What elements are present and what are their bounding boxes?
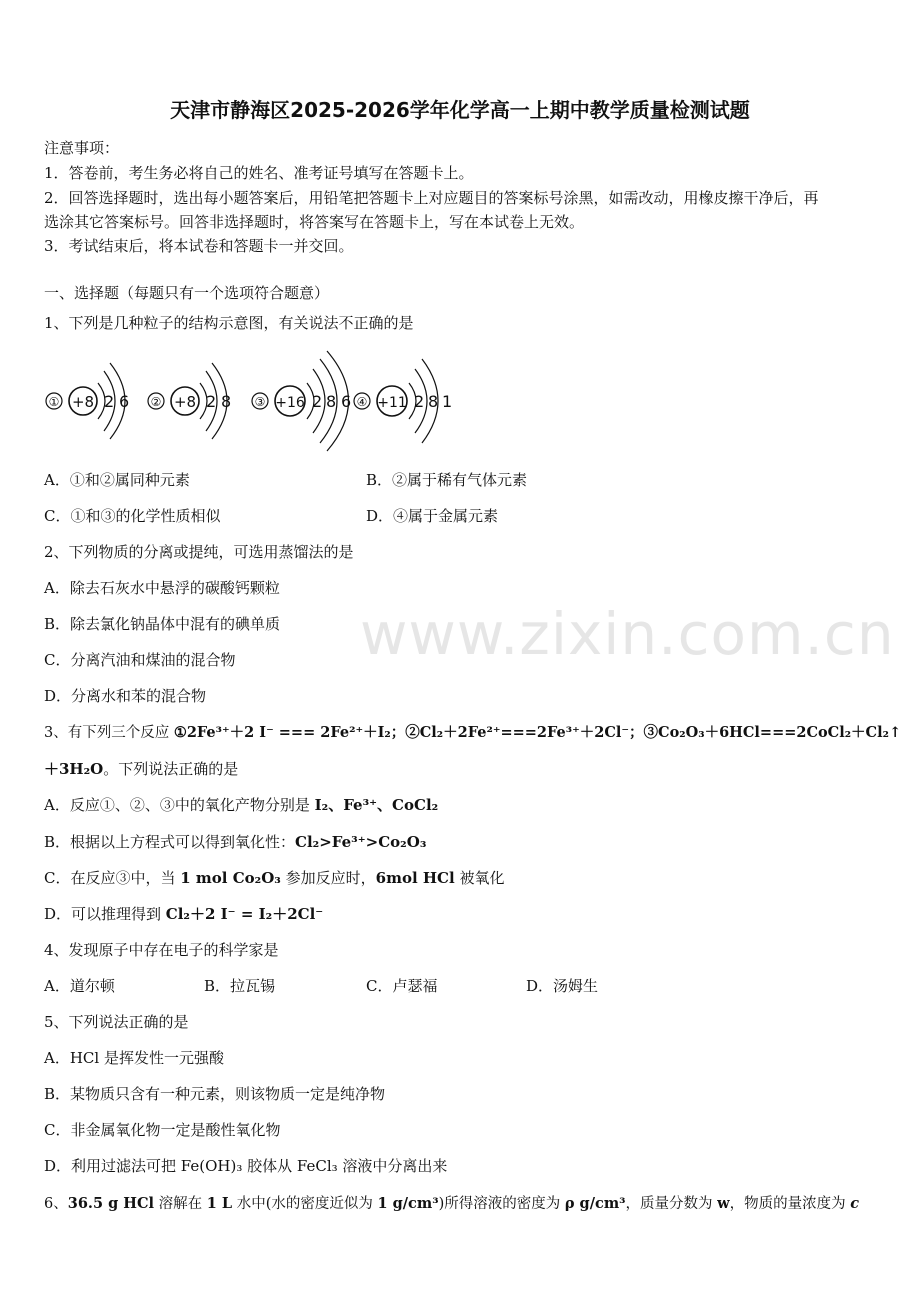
q3-option-d xyxy=(44,904,323,924)
q5-option-b: B．某物质只含有一种元素，则该物质一定是纯净物 xyxy=(44,1085,386,1103)
q1-option-c: C．①和③的化学性质相似 xyxy=(44,507,221,525)
q1-option-d: D．④属于金属元素 xyxy=(366,507,499,525)
particle-3-label: ③ xyxy=(254,395,266,409)
watermark: www.zixin.com.cn xyxy=(360,600,895,668)
particle-3-shell-1: 2 xyxy=(312,392,323,411)
q3-b-formula: Cl₂>Fe³⁺>Co₂O₃ xyxy=(295,833,427,851)
q5-option-d: D．利用过滤法可把 Fe(OH)₃ 胶体从 FeCl₃ 溶液中分离出来 xyxy=(44,1157,448,1175)
section-heading: 一、选择题（每题只有一个选项符合题意） xyxy=(44,284,330,302)
q3-c-text-1: C．在反应③中，当 xyxy=(44,869,181,887)
q5-option-a: A．HCl 是挥发性一元强酸 xyxy=(44,1049,224,1067)
q3-option-a xyxy=(44,795,438,815)
q3-stem-line-1 xyxy=(44,723,901,743)
particle-4-label: ④ xyxy=(356,395,368,409)
q3-option-c xyxy=(44,868,504,888)
q3-b-text: B．根据以上方程式可以得到氧化性： xyxy=(44,833,296,851)
q6-formula-5: w xyxy=(717,1195,730,1212)
q3-d-text: D．可以推理得到 xyxy=(44,905,166,923)
particle-2-shell-1: 2 xyxy=(206,392,217,411)
particle-1-shell-1: 2 xyxy=(104,392,115,411)
particle-1-diagram xyxy=(46,363,129,439)
q3-stem-line-2 xyxy=(44,759,238,779)
q6-text-2: 水中(水的密度近似为 xyxy=(232,1196,378,1212)
page-title: 天津市静海区2025-2026学年化学高一上期中教学质量检测试题 xyxy=(170,98,750,122)
particle-2-nucleus: +8 xyxy=(173,393,197,411)
q3-a-text: A．反应①、②、③中的氧化产物分别是 xyxy=(44,796,315,814)
q3-c-text-2: 参加反应时， xyxy=(280,869,376,887)
particle-2-diagram xyxy=(148,363,231,439)
particle-4-diagram xyxy=(354,359,452,443)
particle-4-shell-2: 8 xyxy=(428,392,439,411)
q6-formula-3: 1 g/cm³ xyxy=(377,1195,439,1212)
q3-c-text-3: 被氧化 xyxy=(454,869,505,887)
q4-option-d: D．汤姆生 xyxy=(526,977,599,995)
q4-option-a: A．道尔顿 xyxy=(44,977,115,995)
q3-reaction-2: ；②Cl₂＋2Fe²⁺===2Fe³⁺＋2Cl⁻ xyxy=(390,724,630,741)
q4-option-c: C．卢瑟福 xyxy=(366,977,438,995)
q4-option-b: B．拉瓦锡 xyxy=(204,977,276,995)
q1-option-a: A．①和②属同种元素 xyxy=(44,471,190,489)
q2-stem: 2、下列物质的分离或提纯，可选用蒸馏法的是 xyxy=(44,543,354,561)
particle-4-shell-3: 1 xyxy=(442,392,453,411)
q3-line2-text: 。下列说法正确的是 xyxy=(103,760,239,778)
q3-line2-formula: ＋3H₂O xyxy=(44,760,104,778)
particle-2-label: ② xyxy=(150,395,162,409)
q2-option-a: A．除去石灰水中悬浮的碳酸钙颗粒 xyxy=(44,579,280,597)
q2-option-d: D．分离水和苯的混合物 xyxy=(44,687,207,705)
q5-option-c: C．非金属氧化物一定是酸性氧化物 xyxy=(44,1121,281,1139)
notice-heading: 注意事项： xyxy=(44,139,120,157)
notice-item-2-cont: 选涂其它答案标号。回答非选择题时，将答案写在答题卡上，写在本试卷上无效。 xyxy=(44,213,585,231)
notice-item-3: 3．考试结束后，将本试卷和答题卡一并交回。 xyxy=(44,237,354,255)
notice-item-2: 2．回答选择题时，选出每小题答案后，用铅笔把答题卡上对应题目的答案标号涂黑，如需改动，用橡皮擦干净后，再 xyxy=(44,189,819,207)
particle-1-nucleus: +8 xyxy=(71,393,95,411)
q3-c-formula-1: 1 mol Co₂O₃ xyxy=(180,869,281,887)
q6-formula-2: 1 L xyxy=(206,1195,233,1212)
q3-c-formula-2: 6mol HCl xyxy=(375,869,455,887)
notice-item-1: 1．答卷前，考生务必将自己的姓名、准考证号填写在答题卡上。 xyxy=(44,164,474,182)
atom-structure-diagrams xyxy=(40,345,460,455)
particle-1-label: ① xyxy=(48,395,60,409)
q3-a-formula: I₂、Fe³⁺、CoCl₂ xyxy=(314,796,439,814)
particle-4-nucleus: +11 xyxy=(377,395,407,411)
q4-stem: 4、发现原子中存在电子的科学家是 xyxy=(44,941,279,959)
q6-formula-4: ρ g/cm³ xyxy=(564,1195,626,1212)
q3-reaction-1: ①2Fe³⁺＋2 I⁻ === 2Fe²⁺＋I₂ xyxy=(173,724,391,741)
q3-stem-prefix: 3、有下列三个反应 xyxy=(44,725,174,741)
q6-formula-1: 36.5 g HCl xyxy=(67,1195,155,1212)
q6-text-4: ，质量分数为 xyxy=(625,1196,718,1212)
particle-1-shell-2: 6 xyxy=(119,392,130,411)
q6-stem xyxy=(44,1194,859,1214)
q6-text-1: 溶解在 xyxy=(154,1196,207,1212)
q6-text-3: )所得溶液的密度为 xyxy=(438,1196,565,1212)
q3-option-b xyxy=(44,832,426,852)
q6-prefix: 6、 xyxy=(44,1196,68,1212)
q1-option-b: B．②属于稀有气体元素 xyxy=(366,471,528,489)
q1-stem: 1、下列是几种粒子的结构示意图，有关说法不正确的是 xyxy=(44,314,414,332)
particle-3-nucleus: +16 xyxy=(275,395,305,411)
particle-2-shell-2: 8 xyxy=(221,392,232,411)
q6-formula-6: c xyxy=(850,1195,860,1212)
q2-option-c: C．分离汽油和煤油的混合物 xyxy=(44,651,236,669)
particle-3-shell-2: 8 xyxy=(326,392,337,411)
q3-d-formula: Cl₂＋2 I⁻ = I₂＋2Cl⁻ xyxy=(165,905,324,923)
q5-stem: 5、下列说法正确的是 xyxy=(44,1013,189,1031)
q3-reaction-3: ；③Co₂O₃＋6HCl===2CoCl₂＋Cl₂↑ xyxy=(629,724,902,741)
particle-4-shell-1: 2 xyxy=(414,392,425,411)
particle-3-diagram xyxy=(252,351,351,451)
q2-option-b: B．除去氯化钠晶体中混有的碘单质 xyxy=(44,615,281,633)
q6-text-5: ，物质的量浓度为 xyxy=(729,1196,851,1212)
particle-3-shell-3: 6 xyxy=(341,392,352,411)
